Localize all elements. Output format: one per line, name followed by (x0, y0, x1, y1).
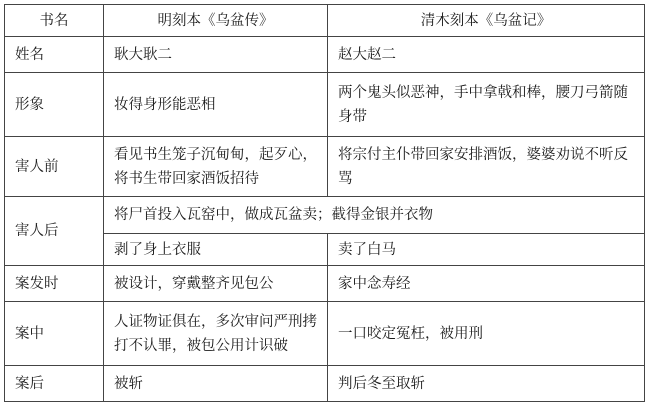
qing-cell: 家中念寿经 (328, 266, 645, 302)
shared-cell: 将尸首投入瓦窑中，做成瓦盆卖；截得金银并衣物 (104, 197, 645, 234)
ming-cell: 被设计，穿戴整齐见包公 (104, 266, 328, 302)
header-ming-edition: 明刻本《乌盆传》 (104, 5, 328, 37)
qing-cell: 将宗付主仆带回家安排酒饭，婆婆劝说不听反骂 (328, 137, 645, 197)
row-label: 姓名 (5, 37, 104, 73)
header-book-name: 书名 (5, 5, 104, 37)
qing-cell: 判后冬至取斩 (328, 366, 645, 402)
header-row (5, 5, 645, 37)
table-row (5, 302, 645, 366)
ming-cell: 被斩 (104, 366, 328, 402)
qing-cell: 一口咬定冤枉，被用刑 (328, 302, 645, 366)
table-row (5, 366, 645, 402)
row-label: 案发时 (5, 266, 104, 302)
table-row (5, 137, 645, 197)
qing-cell: 两个鬼头似恶神，手中拿戟和棒，腰刀弓箭随身带 (328, 73, 645, 137)
ming-cell: 看见书生笼子沉甸甸，起歹心，将书生带回家酒饭招待 (104, 137, 328, 197)
row-label: 害人前 (5, 137, 104, 197)
comparison-table (4, 4, 645, 402)
table-row (5, 37, 645, 73)
row-label: 案中 (5, 302, 104, 366)
qing-cell: 卖了白马 (328, 234, 645, 266)
table-row (5, 73, 645, 137)
row-label: 案后 (5, 366, 104, 402)
row-label: 害人后 (5, 197, 104, 266)
header-qing-edition: 清木刻本《乌盆记》 (328, 5, 645, 37)
ming-cell: 耿大耿二 (104, 37, 328, 73)
table-row (5, 197, 645, 234)
ming-cell: 人证物证俱在，多次审问严刑拷打不认罪，被包公用计识破 (104, 302, 328, 366)
row-label: 形象 (5, 73, 104, 137)
qing-cell: 赵大赵二 (328, 37, 645, 73)
ming-cell: 妆得身形能恶相 (104, 73, 328, 137)
table-row (5, 266, 645, 302)
ming-cell: 剥了身上衣服 (104, 234, 328, 266)
